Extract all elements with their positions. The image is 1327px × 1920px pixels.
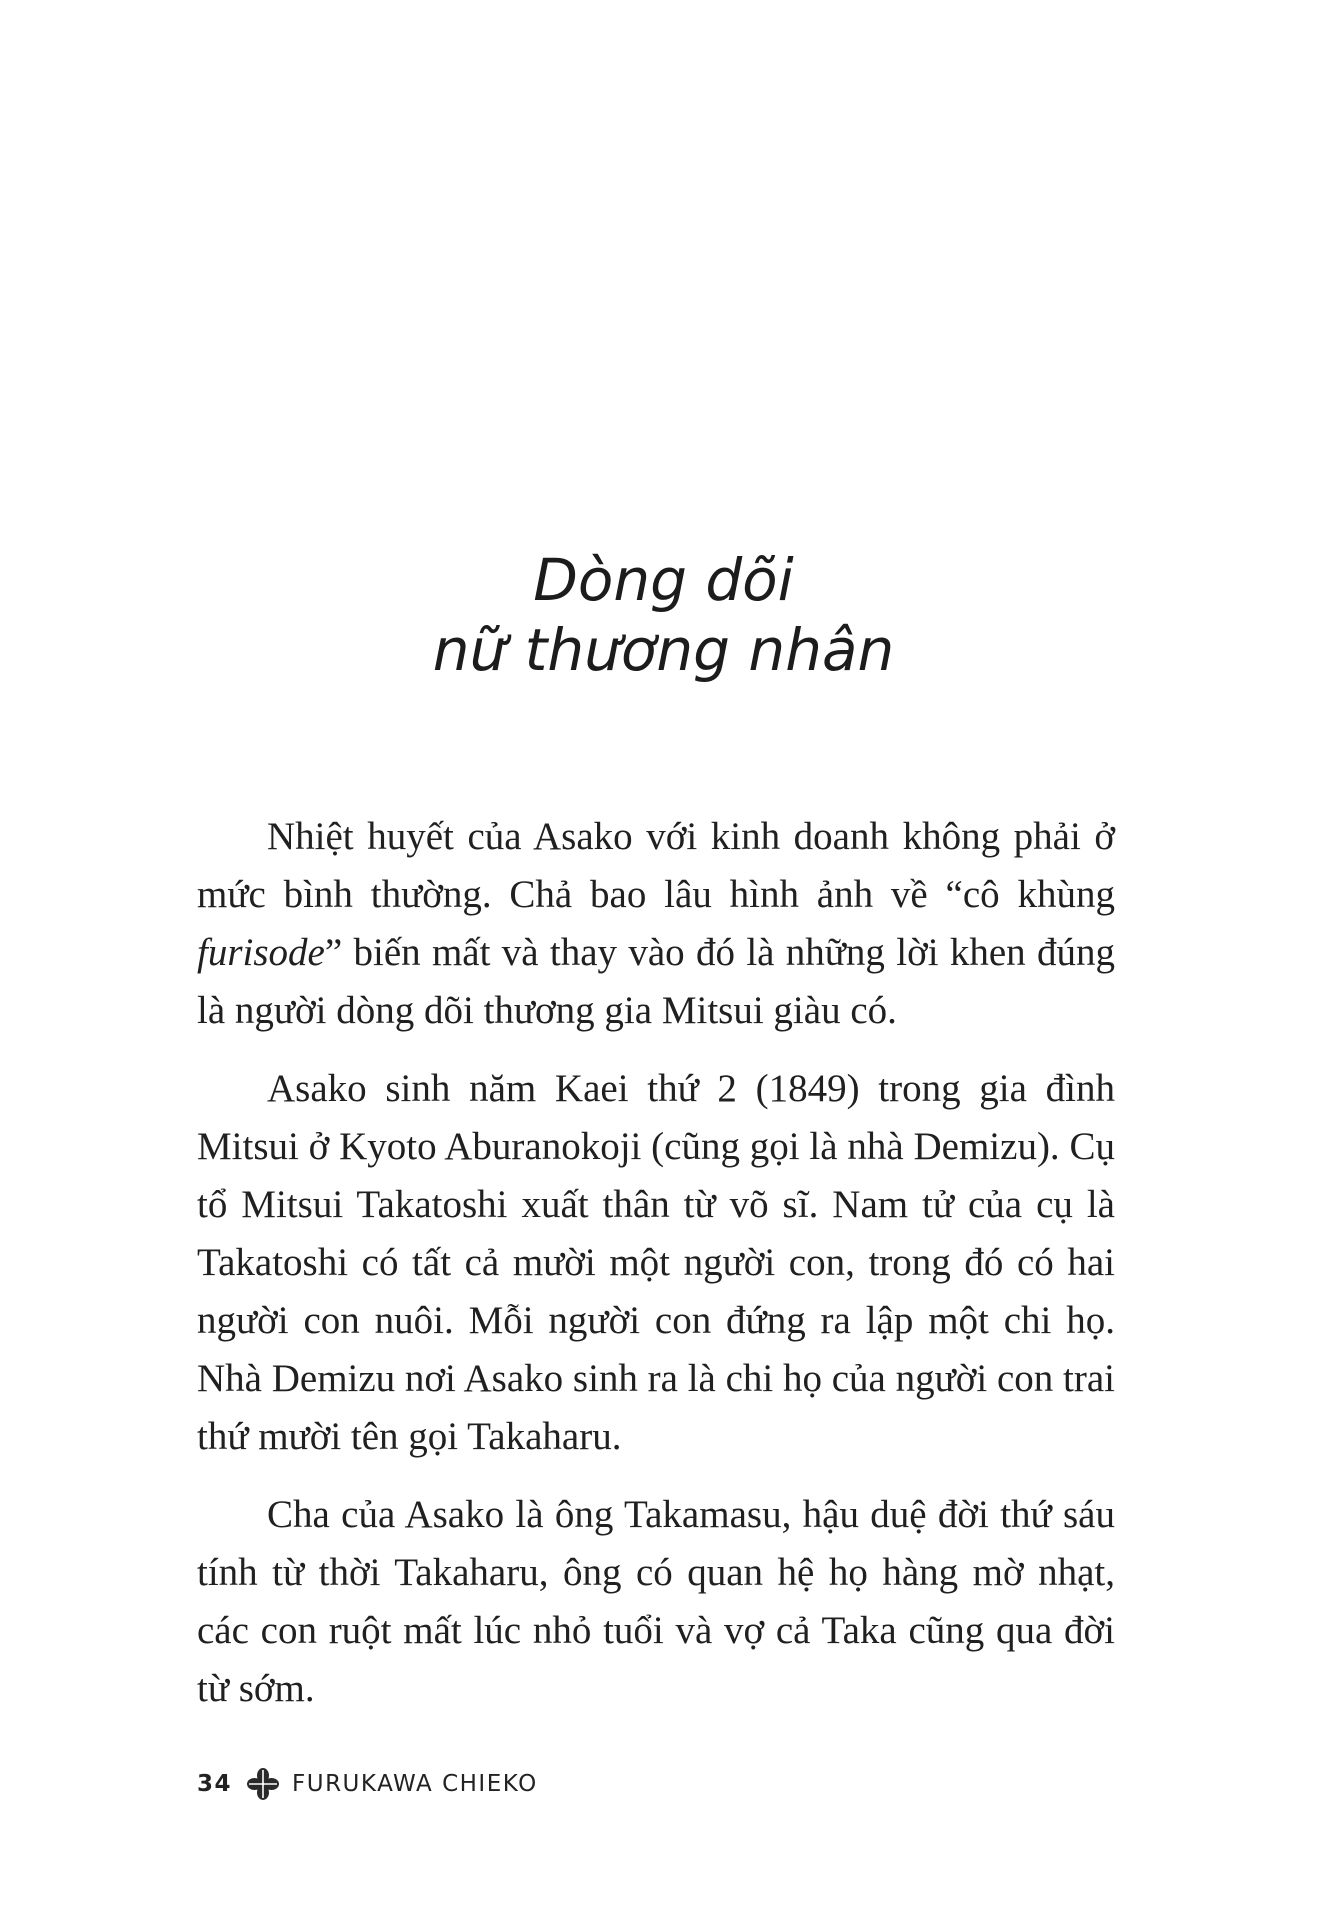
chapter-title-line-2: nữ thương nhân xyxy=(432,616,895,684)
chapter-title xyxy=(0,545,1327,685)
page-number: 34 xyxy=(197,1771,233,1797)
page-footer xyxy=(197,1764,538,1804)
paragraph-1-text-start: Nhiệt huyết của Asako với kinh doanh không phải ở mức bình thường. Chả bao lâu hình ảnh về “cô khùng xyxy=(197,815,1115,916)
paragraph-1-text-end: ” biến mất và thay vào đó là những lời khen đúng là người dòng dõi thương gia Mitsui giàu có. xyxy=(197,931,1115,1032)
body-text xyxy=(197,808,1115,1738)
paragraph-2: Asako sinh năm Kaei thứ 2 (1849) trong gia đình Mitsui ở Kyoto Aburanokoji (cũng gọi là nhà Demizu). Cụ tổ Mitsui Takatoshi xuất thân từ võ sĩ. Nam tử của cụ là Takatoshi có tất cả mười một người con, trong đó có hai người con nuôi. Mỗi người con đứng ra lập một chi họ. Nhà Demizu nơi Asako sinh ra là chi họ của người con trai thứ mười tên gọi Takaharu. xyxy=(197,1067,1115,1458)
author-name: FURUKAWA CHIEKO xyxy=(292,1771,538,1797)
paragraph-1-italic-term: furisode xyxy=(197,931,325,974)
chapter-title-line-1: Dòng dõi xyxy=(533,546,794,614)
clover-icon xyxy=(246,1767,280,1801)
paragraph-1 xyxy=(197,808,1115,1040)
paragraph-3: Cha của Asako là ông Takamasu, hậu duệ đời thứ sáu tính từ thời Takaharu, ông có quan hệ họ hàng mờ nhạt, các con ruột mất lúc nhỏ tuổi và vợ cả Taka cũng qua đời từ sớm. xyxy=(197,1493,1115,1710)
